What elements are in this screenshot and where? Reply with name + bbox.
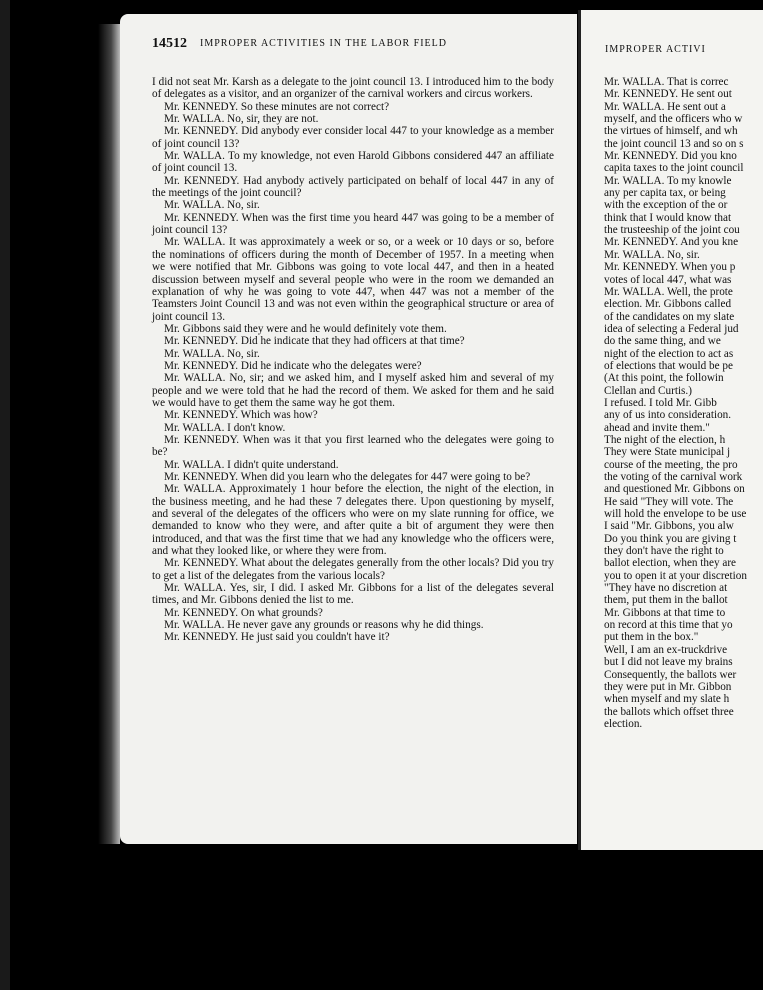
right-line-9: any per capita tax, or being	[604, 187, 726, 200]
right-line-16: votes of local 447, what was	[604, 273, 732, 286]
left-paragraph-2: Mr. WALLA. No, sir, they are not.	[164, 113, 319, 126]
right-line-49: they were put in Mr. Gibbon	[604, 680, 732, 693]
right-line-6: Mr. KENNEDY. Did you kno	[604, 150, 737, 163]
right-line-46: Well, I am an ex-truckdrive	[604, 643, 728, 656]
right-line-17: Mr. WALLA. Well, the prote	[604, 285, 733, 298]
left-paragraph-24: Mr. KENNEDY. He just said you couldn't have it?	[164, 631, 390, 644]
left-paragraph-12: Mr. KENNEDY. Did he indicate who the delegates were?	[164, 359, 422, 372]
right-line-1: Mr. KENNEDY. He sent out	[604, 88, 732, 101]
left-paragraph-15: Mr. WALLA. I don't know.	[164, 421, 286, 434]
right-line-10: with the exception of the or	[604, 199, 728, 212]
right-line-40: you to open it at your discretion	[604, 569, 747, 582]
right-line-21: do the same thing, and we	[604, 335, 721, 348]
left-paragraph-14: Mr. KENNEDY. Which was how?	[164, 409, 318, 422]
right-running-head: IMPROPER ACTIVI	[605, 44, 706, 55]
left-paragraph-3: Mr. KENNEDY. Did anybody ever consider local 447 to your knowledge as a member of joint council 13?	[152, 125, 554, 150]
right-line-18: election. Mr. Gibbons called	[604, 298, 732, 311]
right-line-14: Mr. WALLA. No, sir.	[604, 248, 700, 261]
left-paragraph-17: Mr. WALLA. I didn't quite understand.	[164, 458, 339, 471]
right-line-13: Mr. KENNEDY. And you kne	[604, 236, 739, 249]
left-paragraph-18: Mr. KENNEDY. When did you learn who the delegates for 447 were going to be?	[164, 471, 531, 483]
right-line-8: Mr. WALLA. To my knowle	[604, 174, 732, 187]
right-line-7: capita taxes to the joint council	[604, 162, 744, 175]
right-line-44: on record at this time that yo	[604, 619, 733, 632]
right-line-36: I said "Mr. Gibbons, you alw	[604, 520, 734, 533]
right-line-38: they don't have the right to	[604, 545, 724, 558]
right-line-41: "They have no discretion at	[604, 582, 728, 595]
right-line-28: ahead and invite them."	[604, 421, 710, 434]
right-line-11: think that I would know that	[604, 211, 732, 224]
right-line-2: Mr. WALLA. He sent out a	[604, 100, 726, 113]
left-paragraph-20: Mr. KENNEDY. What about the delegates generally from the other locals? Did you try to get a list of the delegates from the various locals?	[152, 557, 554, 582]
right-line-15: Mr. KENNEDY. When you p	[604, 261, 736, 274]
right-line-5: the joint council 13 and so on s	[604, 137, 744, 150]
left-paragraph-4: Mr. WALLA. To my knowledge, not even Harold Gibbons considered 447 an affiliate of joint council 13.	[152, 150, 554, 175]
right-line-43: Mr. Gibbons at that time to	[604, 606, 726, 619]
right-line-3: myself, and the officers who w	[604, 113, 743, 126]
right-line-50: when myself and my slate h	[604, 693, 730, 706]
left-paragraph-6: Mr. WALLA. No, sir.	[164, 199, 260, 212]
right-line-12: the trusteeship of the joint cou	[604, 224, 740, 237]
right-line-37: Do you think you are giving t	[604, 532, 737, 545]
left-running-head	[152, 36, 562, 54]
right-line-30: They were State municipal j	[604, 446, 731, 459]
left-paragraph-21: Mr. WALLA. Yes, sir, I did. I asked Mr. Gibbons for a list of the delegates several times, and Mr. Gibbons denied the list to me.	[152, 582, 554, 607]
scan-edge	[0, 0, 10, 990]
right-line-25: Clellan and Curtis.)	[604, 384, 692, 397]
right-line-22: night of the election to act as	[604, 347, 734, 360]
running-title: IMPROPER ACTIVITIES IN THE LABOR FIELD	[200, 38, 447, 49]
right-line-52: election.	[604, 717, 643, 730]
left-paragraph-16: Mr. KENNEDY. When was it that you first learned who the delegates were going to be?	[152, 433, 554, 459]
right-line-24: (At this point, the followin	[604, 372, 724, 385]
right-line-31: course of the meeting, the pro	[604, 458, 738, 471]
right-line-26: I refused. I told Mr. Gibb	[604, 396, 717, 409]
right-line-27: any of us into consideration.	[604, 409, 732, 422]
left-paragraph-0: I did not seat Mr. Karsh as a delegate to the joint council 13. I introduced him to the body of delegates as a visitor, and an organizer of the carnival workers and circus workers.	[152, 76, 554, 101]
right-line-47: but I did not leave my brains	[604, 656, 733, 669]
left-page-text	[152, 76, 554, 644]
right-line-4: the virtues of himself, and wh	[604, 125, 738, 138]
right-line-20: idea of selecting a Federal jud	[604, 322, 739, 335]
left-paragraph-10: Mr. KENNEDY. Did he indicate that they had officers at that time?	[164, 335, 465, 348]
left-paragraph-23: Mr. WALLA. He never gave any grounds or reasons why he did things.	[164, 619, 484, 632]
right-line-34: He said "They will vote. The	[604, 495, 734, 508]
left-paragraph-8: Mr. WALLA. It was approximately a week or so, or a week or 10 days or so, before the nominations of officers during the month of December of 1957. In a meeting when we were notified that Mr. Gibbons was going to vote local 447, and then in a heated discussion between myself and several people who were in the room we demanded an explanation of why he was going to vote 447, when 447 was not a member of the Teamsters Joint Council 13 and was not even within the geographical structure or area of joint council 13.	[152, 236, 554, 323]
left-paragraph-13: Mr. WALLA. No, sir; and we asked him, and I myself asked him and several of my people and we were told that he had the record of them. We asked for them and he said we would have to get them the same way he got them.	[152, 372, 554, 409]
left-paragraph-9: Mr. Gibbons said they were and he would definitely vote them.	[164, 322, 447, 335]
left-paragraph-5: Mr. KENNEDY. Had anybody actively participated on behalf of local 447 in any of the meetings of the joint council?	[152, 174, 554, 200]
right-page-text	[592, 76, 763, 730]
left-paragraph-11: Mr. WALLA. No, sir.	[164, 347, 260, 360]
right-line-33: and questioned Mr. Gibbons on	[604, 483, 745, 496]
right-line-35: will hold the envelope to be use	[604, 508, 747, 521]
right-line-32: the voting of the carnival work	[604, 471, 743, 483]
right-line-42: them, put them in the ballot	[604, 594, 728, 607]
right-line-45: put them in the box."	[604, 631, 699, 644]
right-line-39: ballot election, when they are	[604, 557, 737, 570]
right-line-23: of elections that would be pe	[604, 359, 733, 372]
right-line-51: the ballots which offset three	[604, 705, 734, 718]
page-number: 14512	[152, 36, 187, 51]
left-paragraph-19: Mr. WALLA. Approximately 1 hour before the election, the night of the election, in the business meeting, and he had these 7 delegates there. Upon questioning by myself, and several of the delegates of the officers who were on my slate running for office, we demanded to know who they were, and after quite a bit of argument they were then introduced, and that was the first time that we had any knowledge who the officers were, and what they looked like, or where they were from.	[152, 483, 554, 558]
right-line-29: The night of the election, h	[604, 433, 726, 446]
right-line-48: Consequently, the ballots wer	[604, 668, 737, 681]
left-paragraph-1: Mr. KENNEDY. So these minutes are not correct?	[164, 100, 390, 113]
left-paragraph-22: Mr. KENNEDY. On what grounds?	[164, 606, 323, 619]
right-line-0: Mr. WALLA. That is correc	[604, 76, 729, 88]
left-paragraph-7: Mr. KENNEDY. When was the first time you heard 447 was going to be a member of joint council 13?	[152, 211, 554, 237]
right-line-19: of the candidates on my slate	[604, 310, 735, 323]
